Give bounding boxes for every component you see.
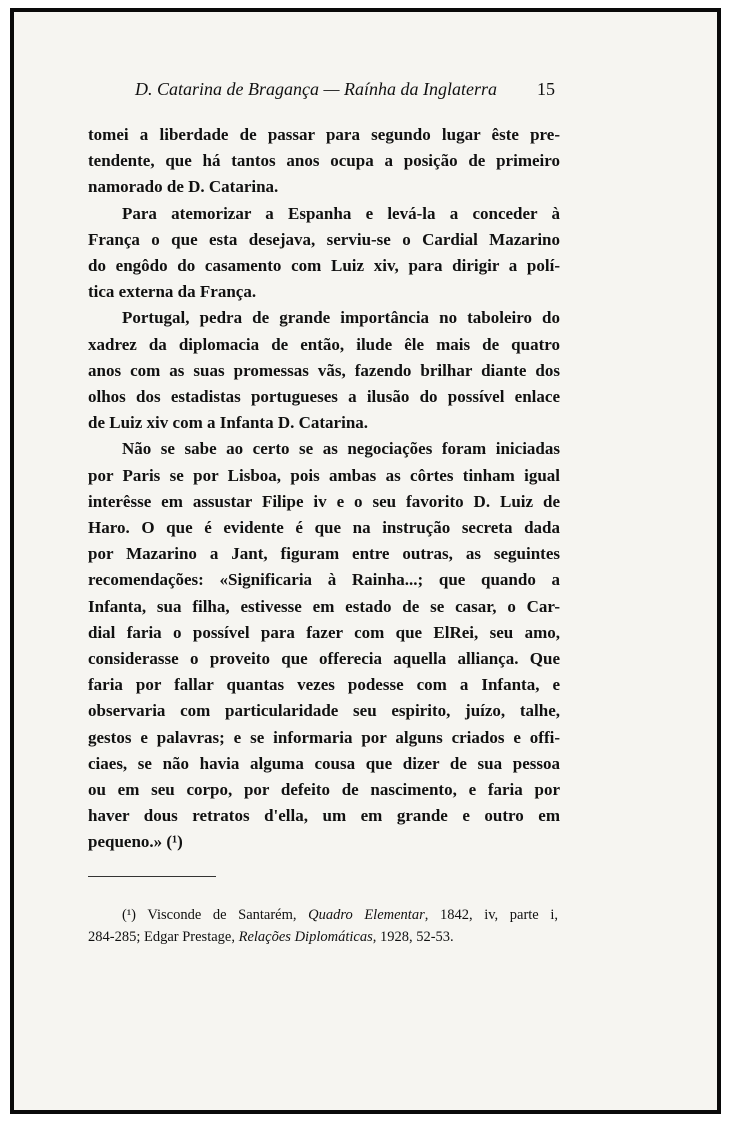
footnote-text: , 1928, 52-53. <box>372 929 454 945</box>
page-number: 15 <box>537 79 555 99</box>
text-line: gestos e palavras; e se informaria por alguns criados e offi- <box>88 727 560 747</box>
text-line: interêsse em assustar Filipe iv e o seu favorito D. Luiz de <box>88 491 560 511</box>
paragraph-3 <box>88 305 560 436</box>
text-line: dial faria o possível para fazer com que ElRei, seu amo, <box>88 622 560 642</box>
text-line: tomei a liberdade de passar para segundo lugar êste pre- <box>88 125 560 144</box>
text-line: de Luiz xiv com a Infanta D. Catarina. <box>88 413 369 433</box>
text-line: Não se sabe ao certo se as negociações foram iniciadas <box>122 439 560 459</box>
footnote-text: 284-285; Edgar Prestage, <box>88 929 239 945</box>
text-line: faria por fallar quantas vezes podesse com a Infanta, e <box>88 675 560 695</box>
text-line: pequeno.» (¹) <box>88 832 183 852</box>
footnote-title: Quadro Elementar <box>308 907 425 923</box>
text-line: por Mazarino a Jant, figuram entre outras, as seguintes <box>88 544 560 564</box>
footnote-text: , 1842, iv, parte i, <box>424 907 558 923</box>
body-text <box>88 122 560 856</box>
text-line: observaria com particularidade seu espirito, juízo, talhe, <box>88 701 560 721</box>
footnote-title: Relações Diplomáticas <box>238 929 373 945</box>
footnote-line <box>88 904 558 926</box>
text-line: Infanta, sua filha, estivesse em estado de se casar, o Car- <box>88 596 560 616</box>
text-line: namorado de D. Catarina. <box>88 177 279 197</box>
footnote-rule <box>88 876 216 877</box>
text-line: Haro. O que é evidente é que na instrução secreta dada <box>88 518 560 538</box>
text-line: ou em seu corpo, por defeito de nascimento, e faria por <box>88 780 560 800</box>
running-title: D. Catarina de Bragança — Raínha da Inglaterra <box>135 79 497 99</box>
text-line: por Paris se por Lisboa, pois ambas as côrtes tinham igual <box>88 465 560 485</box>
text-line: tendente, que há tantos anos ocupa a posição de primeiro <box>88 151 560 171</box>
footnote-line <box>88 926 558 948</box>
text-line: olhos dos estadistas portugueses a ilusão do possível enlace <box>88 387 560 407</box>
paragraph-2 <box>88 201 560 306</box>
footnote-text: Visconde de Santarém, <box>147 907 309 923</box>
text-line: Para atemorizar a Espanha e levá-la a conceder à <box>122 203 560 223</box>
footnote-marker: (¹) <box>122 907 137 923</box>
text-line: haver dous retratos d'ella, um em grande e outro em <box>88 806 560 826</box>
text-line: ciaes, se não havia alguma cousa que dizer de sua pessoa <box>88 753 560 773</box>
paragraph-4 <box>88 436 560 855</box>
paragraph-1 <box>88 122 560 201</box>
text-line: anos com as suas promessas vãs, fazendo brilhar diante dos <box>88 360 560 380</box>
text-line: tica externa da França. <box>88 282 257 302</box>
text-line: xadrez da diplomacia de então, ilude êle mais de quatro <box>88 334 560 354</box>
footnote <box>88 904 558 948</box>
text-line: Portugal, pedra de grande importância no taboleiro do <box>122 308 560 328</box>
running-header <box>135 79 555 100</box>
text-line: do engôdo do casamento com Luiz xiv, para dirigir a polí- <box>88 256 560 276</box>
text-line: recomendações: «Significaria à Rainha...; que quando a <box>88 570 560 590</box>
text-line: considerasse o proveito que offerecia aquella alliança. Que <box>88 649 560 669</box>
text-line: França o que esta desejava, serviu-se o Cardial Mazarino <box>88 229 560 249</box>
